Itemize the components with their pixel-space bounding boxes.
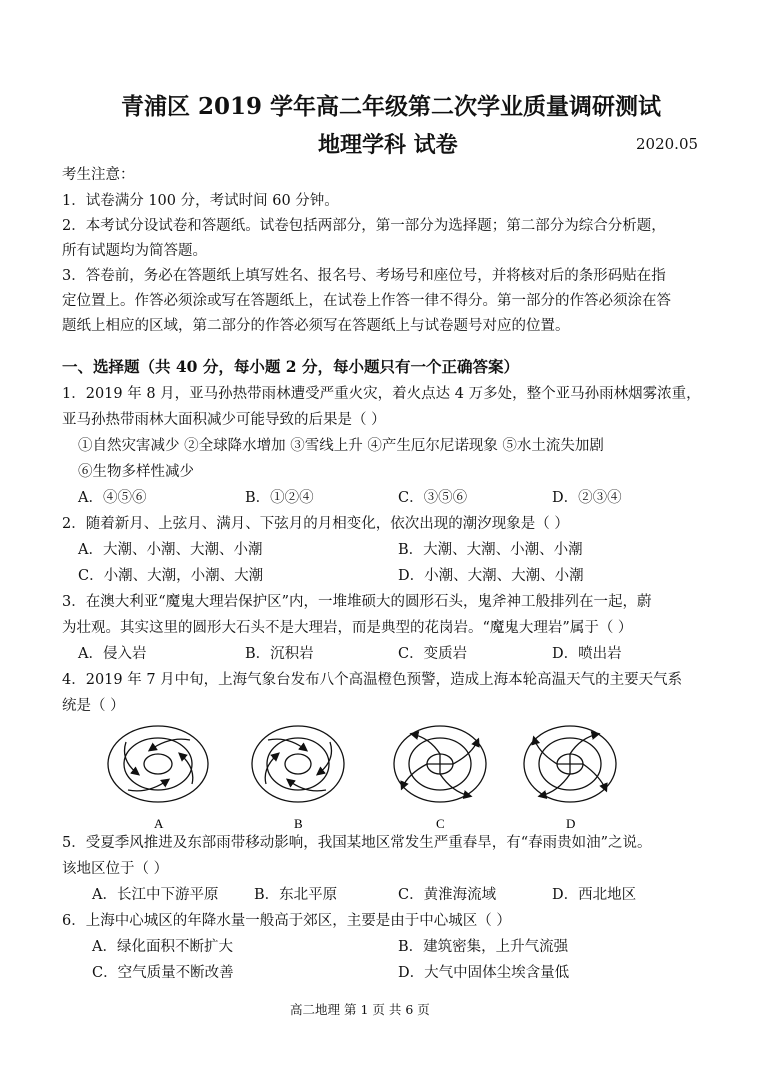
figure-b-diagram	[252, 726, 344, 802]
figure-d-diagram	[524, 726, 616, 802]
question-1-option-c: C．③⑤⑥	[398, 490, 468, 506]
notice-line: 所有试题均为简答题。	[62, 243, 207, 259]
question-5-option-b: B．东北平原	[254, 887, 338, 903]
page-footer: 高二地理 第 1 页 共 6 页	[290, 1002, 430, 1017]
notice-line: 3．答卷前，务必在答题纸上填写姓名、报名号、考场号和座位号，并将核对后的条形码贴在指	[62, 268, 666, 284]
question-1-items: ⑥生物多样性减少	[78, 464, 194, 480]
question-6-option-d: D．大气中固体尘埃含量低	[398, 965, 570, 981]
question-1-text: 1．2019 年 8 月，亚马孙热带雨林遭受严重火灾，着火点达 4 万多处，整个亚马孙雨林烟雾浓重，	[62, 386, 701, 402]
question-3-text: 为壮观。其实这里的圆形大石头不是大理岩，而是典型的花岗岩。“魔鬼大理岩”属于（ ）	[62, 620, 633, 636]
question-2-option-c: C．小潮、大潮，小潮、大潮	[78, 568, 264, 584]
section-title: 一、选择题（共 40 分，每小题 2 分，每小题只有一个正确答案）	[62, 357, 519, 376]
notice-line: 题纸上相应的区域，第二部分的作答必须写在答题纸上与试卷题号对应的位置。	[62, 318, 570, 334]
question-2-option-a: A．大潮、小潮、大潮、小潮	[78, 542, 263, 558]
question-5-option-a: A．长江中下游平原	[92, 887, 219, 903]
figure-d-label: D	[566, 816, 576, 831]
question-3-option-b: B．沉积岩	[245, 646, 314, 662]
question-5-option-c: C．黄淮海流域	[398, 887, 497, 903]
question-2-option-b: B．大潮、大潮、小潮、小潮	[398, 542, 583, 558]
question-6-text: 6．上海中心城区的年降水量一般高于郊区，主要是由于中心城区（ ）	[62, 913, 511, 929]
figure-b-label: B	[294, 816, 303, 831]
question-1-text: 亚马孙热带雨林大面积减少可能导致的后果是（ ）	[62, 412, 386, 428]
question-1-option-d: D．②③④	[552, 490, 622, 506]
question-1-option-a: A．④⑤⑥	[78, 490, 147, 506]
figure-c-label: C	[436, 816, 445, 831]
question-1-items: ①自然灾害减少 ②全球降水增加 ③雪线上升 ④产生厄尔尼诺现象 ⑤水土流失加剧	[78, 438, 604, 454]
question-2-option-d: D．小潮、大潮、大潮、小潮	[398, 568, 584, 584]
question-4-text: 4．2019 年 7 月中旬，上海气象台发布八个高温橙色预警，造成上海本轮高温天气的主要天气系	[62, 672, 683, 688]
exam-title: 青浦区 2019 学年高二年级第二次学业质量调研测试	[121, 93, 662, 120]
question-3-option-d: D．喷出岩	[552, 646, 622, 662]
question-4-text: 统是（ ）	[62, 698, 125, 714]
question-3-option-a: A．侵入岩	[78, 646, 147, 662]
exam-subtitle: 地理学科 试卷	[318, 132, 458, 158]
figure-c-diagram	[394, 726, 486, 802]
exam-date: 2020.05	[636, 135, 699, 153]
question-6-option-c: C．空气质量不断改善	[92, 965, 234, 981]
question-5-option-d: D．西北地区	[552, 887, 637, 903]
question-5-text: 5．受夏季风推进及东部雨带移动影响，我国某地区常发生严重春旱，有“春雨贵如油”之说。	[62, 835, 652, 851]
question-5-text: 该地区位于（ ）	[62, 861, 169, 877]
figure-a-diagram	[108, 726, 208, 802]
question-1-option-b: B．①②④	[245, 490, 314, 506]
question-3-text: 3．在澳大利亚“魔鬼大理岩保护区”内，一堆堆硕大的圆形石头，鬼斧神工般排列在一起，蔚	[62, 594, 652, 610]
weather-system-figures	[0, 722, 760, 834]
notice-line: 定位置上。作答必须涂或写在答题纸上，在试卷上作答一律不得分。第一部分的作答必须涂在答	[62, 293, 671, 309]
figure-a-label: A	[154, 816, 164, 831]
question-2-text: 2．随着新月、上弦月、满月、下弦月的月相变化，依次出现的潮汐现象是（ ）	[62, 516, 569, 532]
question-3-option-c: C．变质岩	[398, 646, 468, 662]
question-6-option-a: A．绿化面积不断扩大	[92, 939, 233, 955]
notice-line: 1．试卷满分 100 分，考试时间 60 分钟。	[62, 193, 339, 209]
notice-heading: 考生注意：	[62, 167, 135, 183]
notice-line: 2．本考试分设试卷和答题纸。试卷包括两部分，第一部分为选择题；第二部分为综合分析题，	[62, 218, 666, 234]
question-6-option-b: B．建筑密集，上升气流强	[398, 939, 569, 955]
